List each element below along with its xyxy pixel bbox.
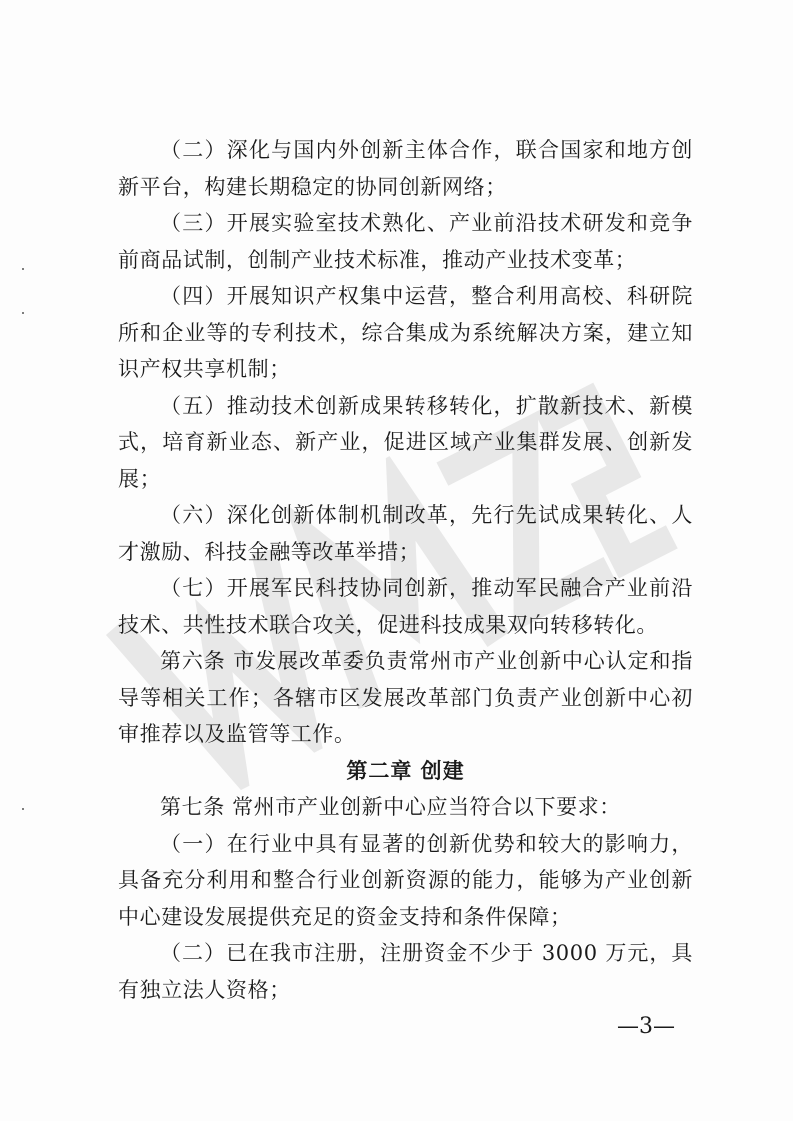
clause-2: （二）深化与国内外创新主体合作，联合国家和地方创新平台，构建长期稳定的协同创新网络； xyxy=(118,138,693,199)
clause-4: （四）开展知识产权集中运营，整合利用高校、科研院所和企业等的专利技术，综合集成为系统解决方案，建立知识产权共享机制； xyxy=(118,284,693,381)
clause-6: （六）深化创新体制机制改革，先行先试成果转化、人才激励、科技金融等改革举措； xyxy=(118,503,693,564)
margin-mark xyxy=(22,312,24,314)
requirement-2: （二）已在我市注册，注册资金不少于 3000 万元，具有独立法人资格； xyxy=(118,941,693,1002)
document-body xyxy=(118,132,693,1008)
clause-3: （三）开展实验室技术熟化、产业前沿技术研发和竞争前商品试制，创制产业技术标准，推动产业技术变革； xyxy=(118,211,693,272)
margin-mark xyxy=(22,808,24,810)
chapter-title: 第二章 创建 xyxy=(346,758,465,783)
margin-mark xyxy=(22,268,24,270)
article-6: 第六条 市发展改革委负责常州市产业创新中心认定和指导等相关工作；各辖市区发展改革部门负责产业创新中心初审推荐以及监管等工作。 xyxy=(118,649,693,746)
clause-5: （五）推动技术创新成果转移转化，扩散新技术、新模式，培育新业态、新产业，促进区域产业集群发展、创新发展； xyxy=(118,393,693,491)
clause-7: （七）开展军民科技协同创新，推动军民融合产业前沿技术、共性技术联合攻关，促进科技成果双向转移转化。 xyxy=(118,576,693,637)
requirement-1: （一）在行业中具有显著的创新优势和较大的影响力，具备充分利用和整合行业创新资源的能力，能够为产业创新中心建设发展提供充足的资金支持和条件保障； xyxy=(118,831,693,929)
page-number: —3— xyxy=(617,1014,675,1039)
article-7: 第七条 常州市产业创新中心应当符合以下要求： xyxy=(160,795,621,819)
